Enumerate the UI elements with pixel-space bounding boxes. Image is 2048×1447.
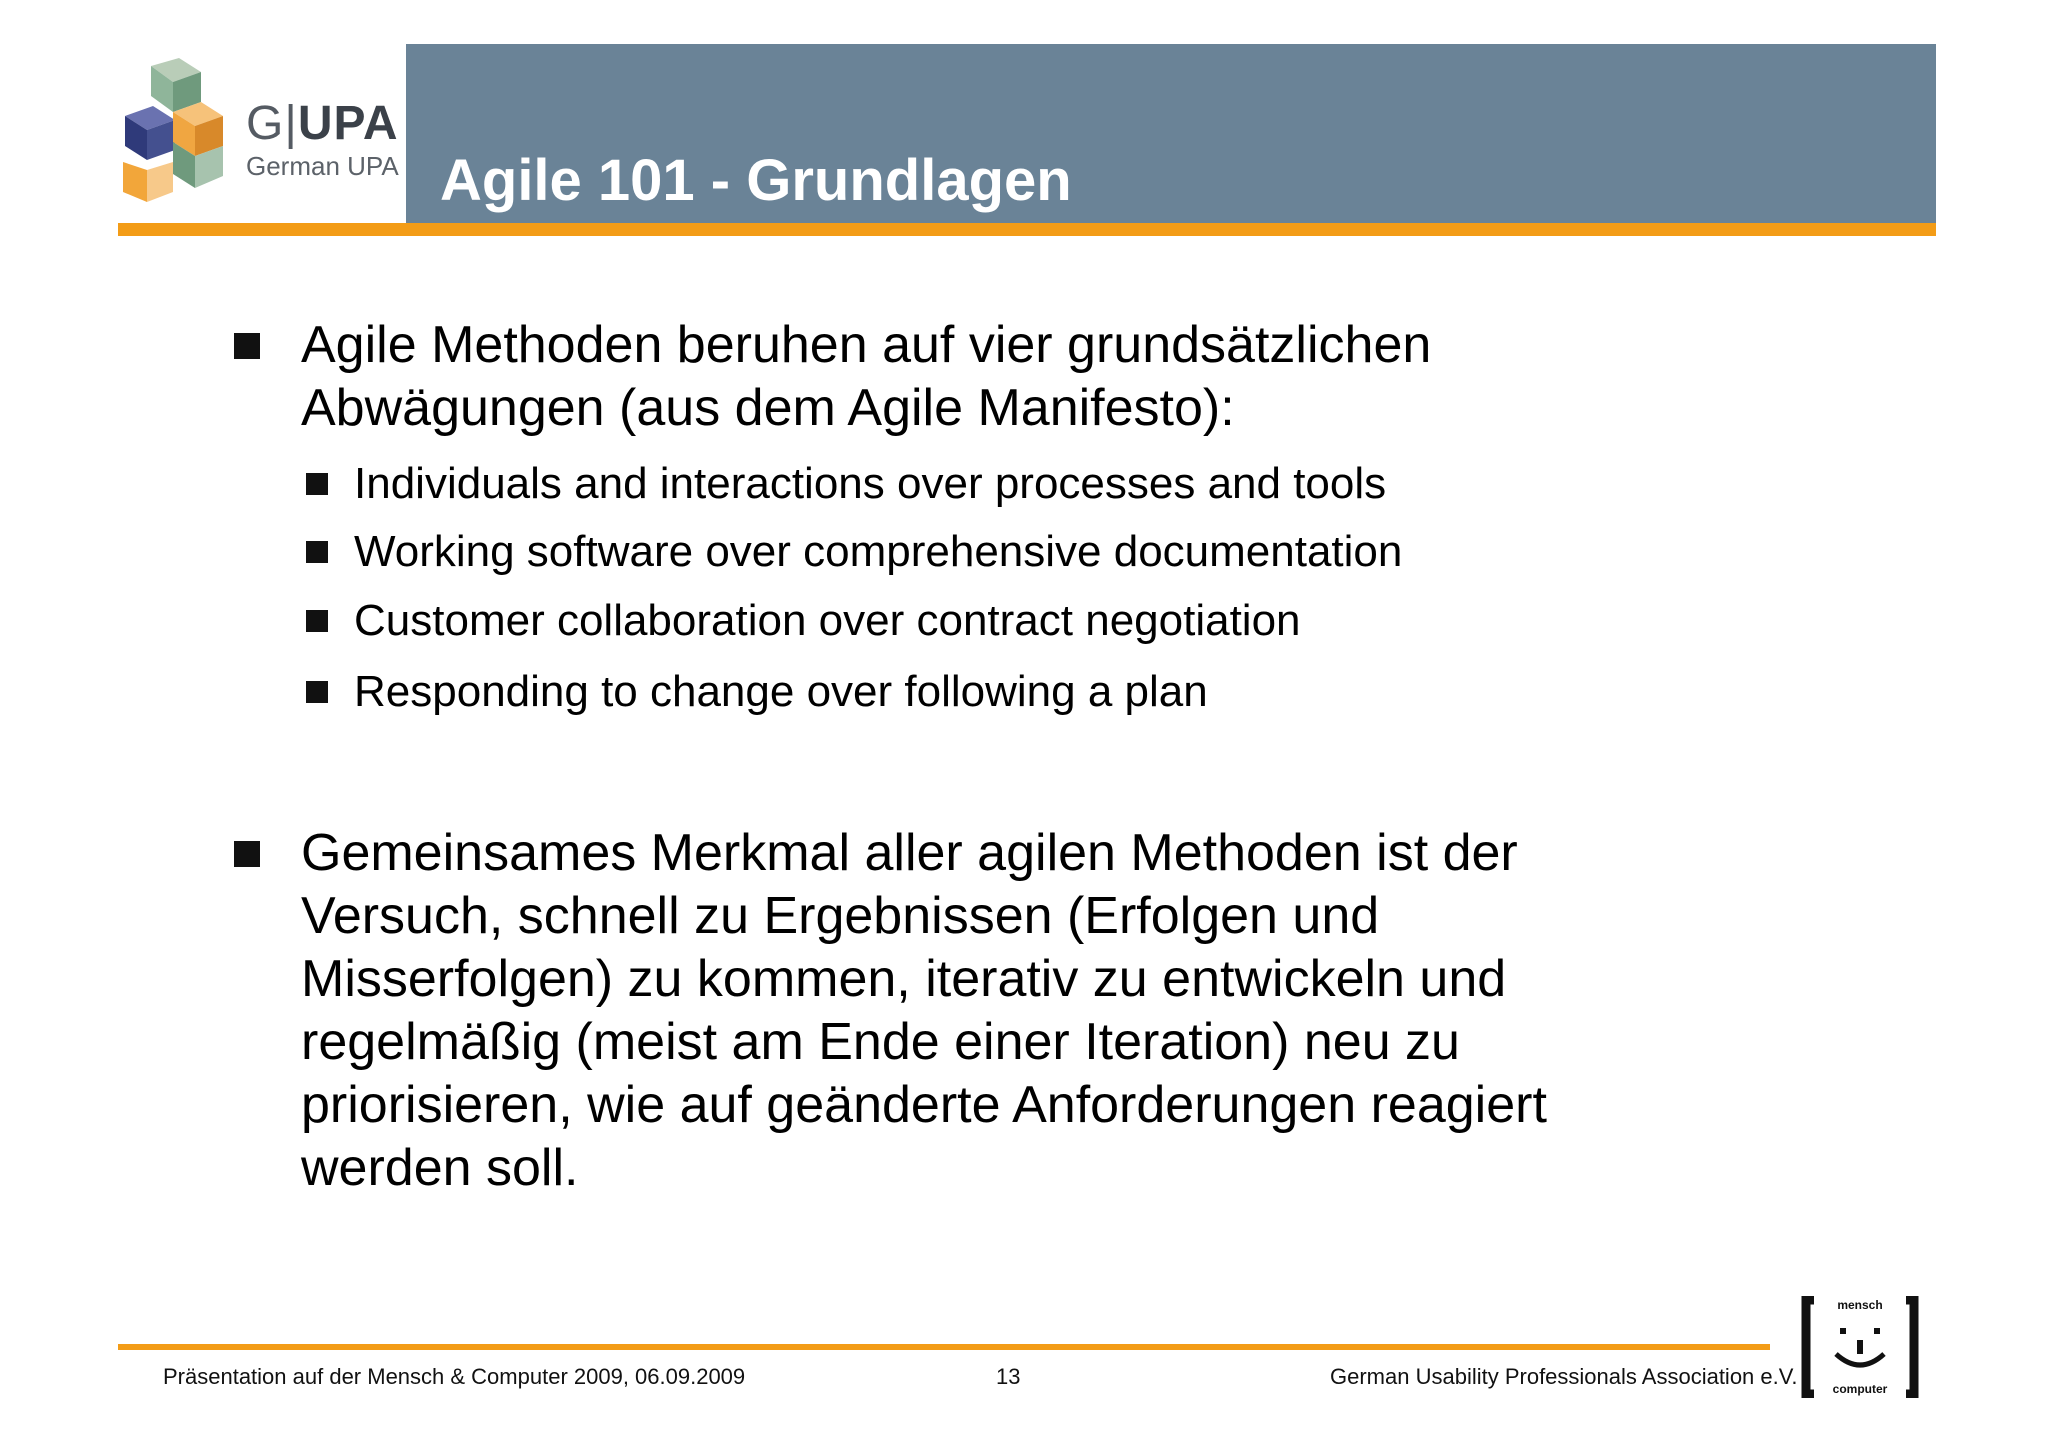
bullet-text-line: Misserfolgen) zu kommen, iterativ zu entwickeln und xyxy=(301,950,1507,1008)
sub-bullet-square xyxy=(306,541,328,563)
sub-bullet-text: Customer collaboration over contract negotiation xyxy=(354,596,1301,645)
header-divider xyxy=(118,223,1936,236)
sub-bullet-square xyxy=(306,681,328,703)
bullet-text-line: priorisieren, wie auf geänderte Anforderungen reagiert xyxy=(301,1076,1547,1134)
sub-bullet-text: Individuals and interactions over processes and tools xyxy=(354,459,1387,508)
footer-presentation-info: Präsentation auf der Mensch & Computer 2009, 06.09.2009 xyxy=(163,1364,746,1389)
sub-bullet-square xyxy=(306,610,328,632)
footer-divider xyxy=(118,1344,1770,1350)
logo-subtitle: German UPA xyxy=(246,151,399,181)
bullet-text-line: regelmäßig (meist am Ende einer Iteration) neu zu xyxy=(301,1013,1460,1071)
bullet-text-line: Versuch, schnell zu Ergebnissen (Erfolgen und xyxy=(301,887,1380,945)
sub-bullet-square xyxy=(306,473,328,495)
logo-top-text: mensch xyxy=(1837,1298,1883,1312)
cubes-icon xyxy=(115,58,240,203)
slide-title: Agile 101 - Grundlagen xyxy=(440,148,1072,213)
mensch-computer-logo xyxy=(1800,1296,1920,1398)
bullet-text-line: werden soll. xyxy=(301,1139,579,1197)
logo-wordmark: G|UPA xyxy=(246,97,399,150)
bullet-text-line: Abwägungen (aus dem Agile Manifesto): xyxy=(301,379,1235,437)
page-number: 13 xyxy=(996,1364,1021,1389)
sub-bullet-text: Responding to change over following a plan xyxy=(354,667,1208,716)
bullet-text-line: Gemeinsames Merkmal aller agilen Methoden ist der xyxy=(301,824,1518,882)
smiley-brackets-icon xyxy=(1800,1296,1920,1398)
sub-bullet-text: Working software over comprehensive documentation xyxy=(354,527,1403,576)
gupa-logo xyxy=(115,58,405,213)
bullet-square xyxy=(234,333,260,359)
logo-bottom-text: computer xyxy=(1832,1382,1888,1396)
bullet-text-line: Agile Methoden beruhen auf vier grundsätzlichen xyxy=(301,316,1432,374)
bullet-square xyxy=(234,841,260,867)
footer-organization: German Usability Professionals Association e.V. xyxy=(1330,1364,1798,1389)
